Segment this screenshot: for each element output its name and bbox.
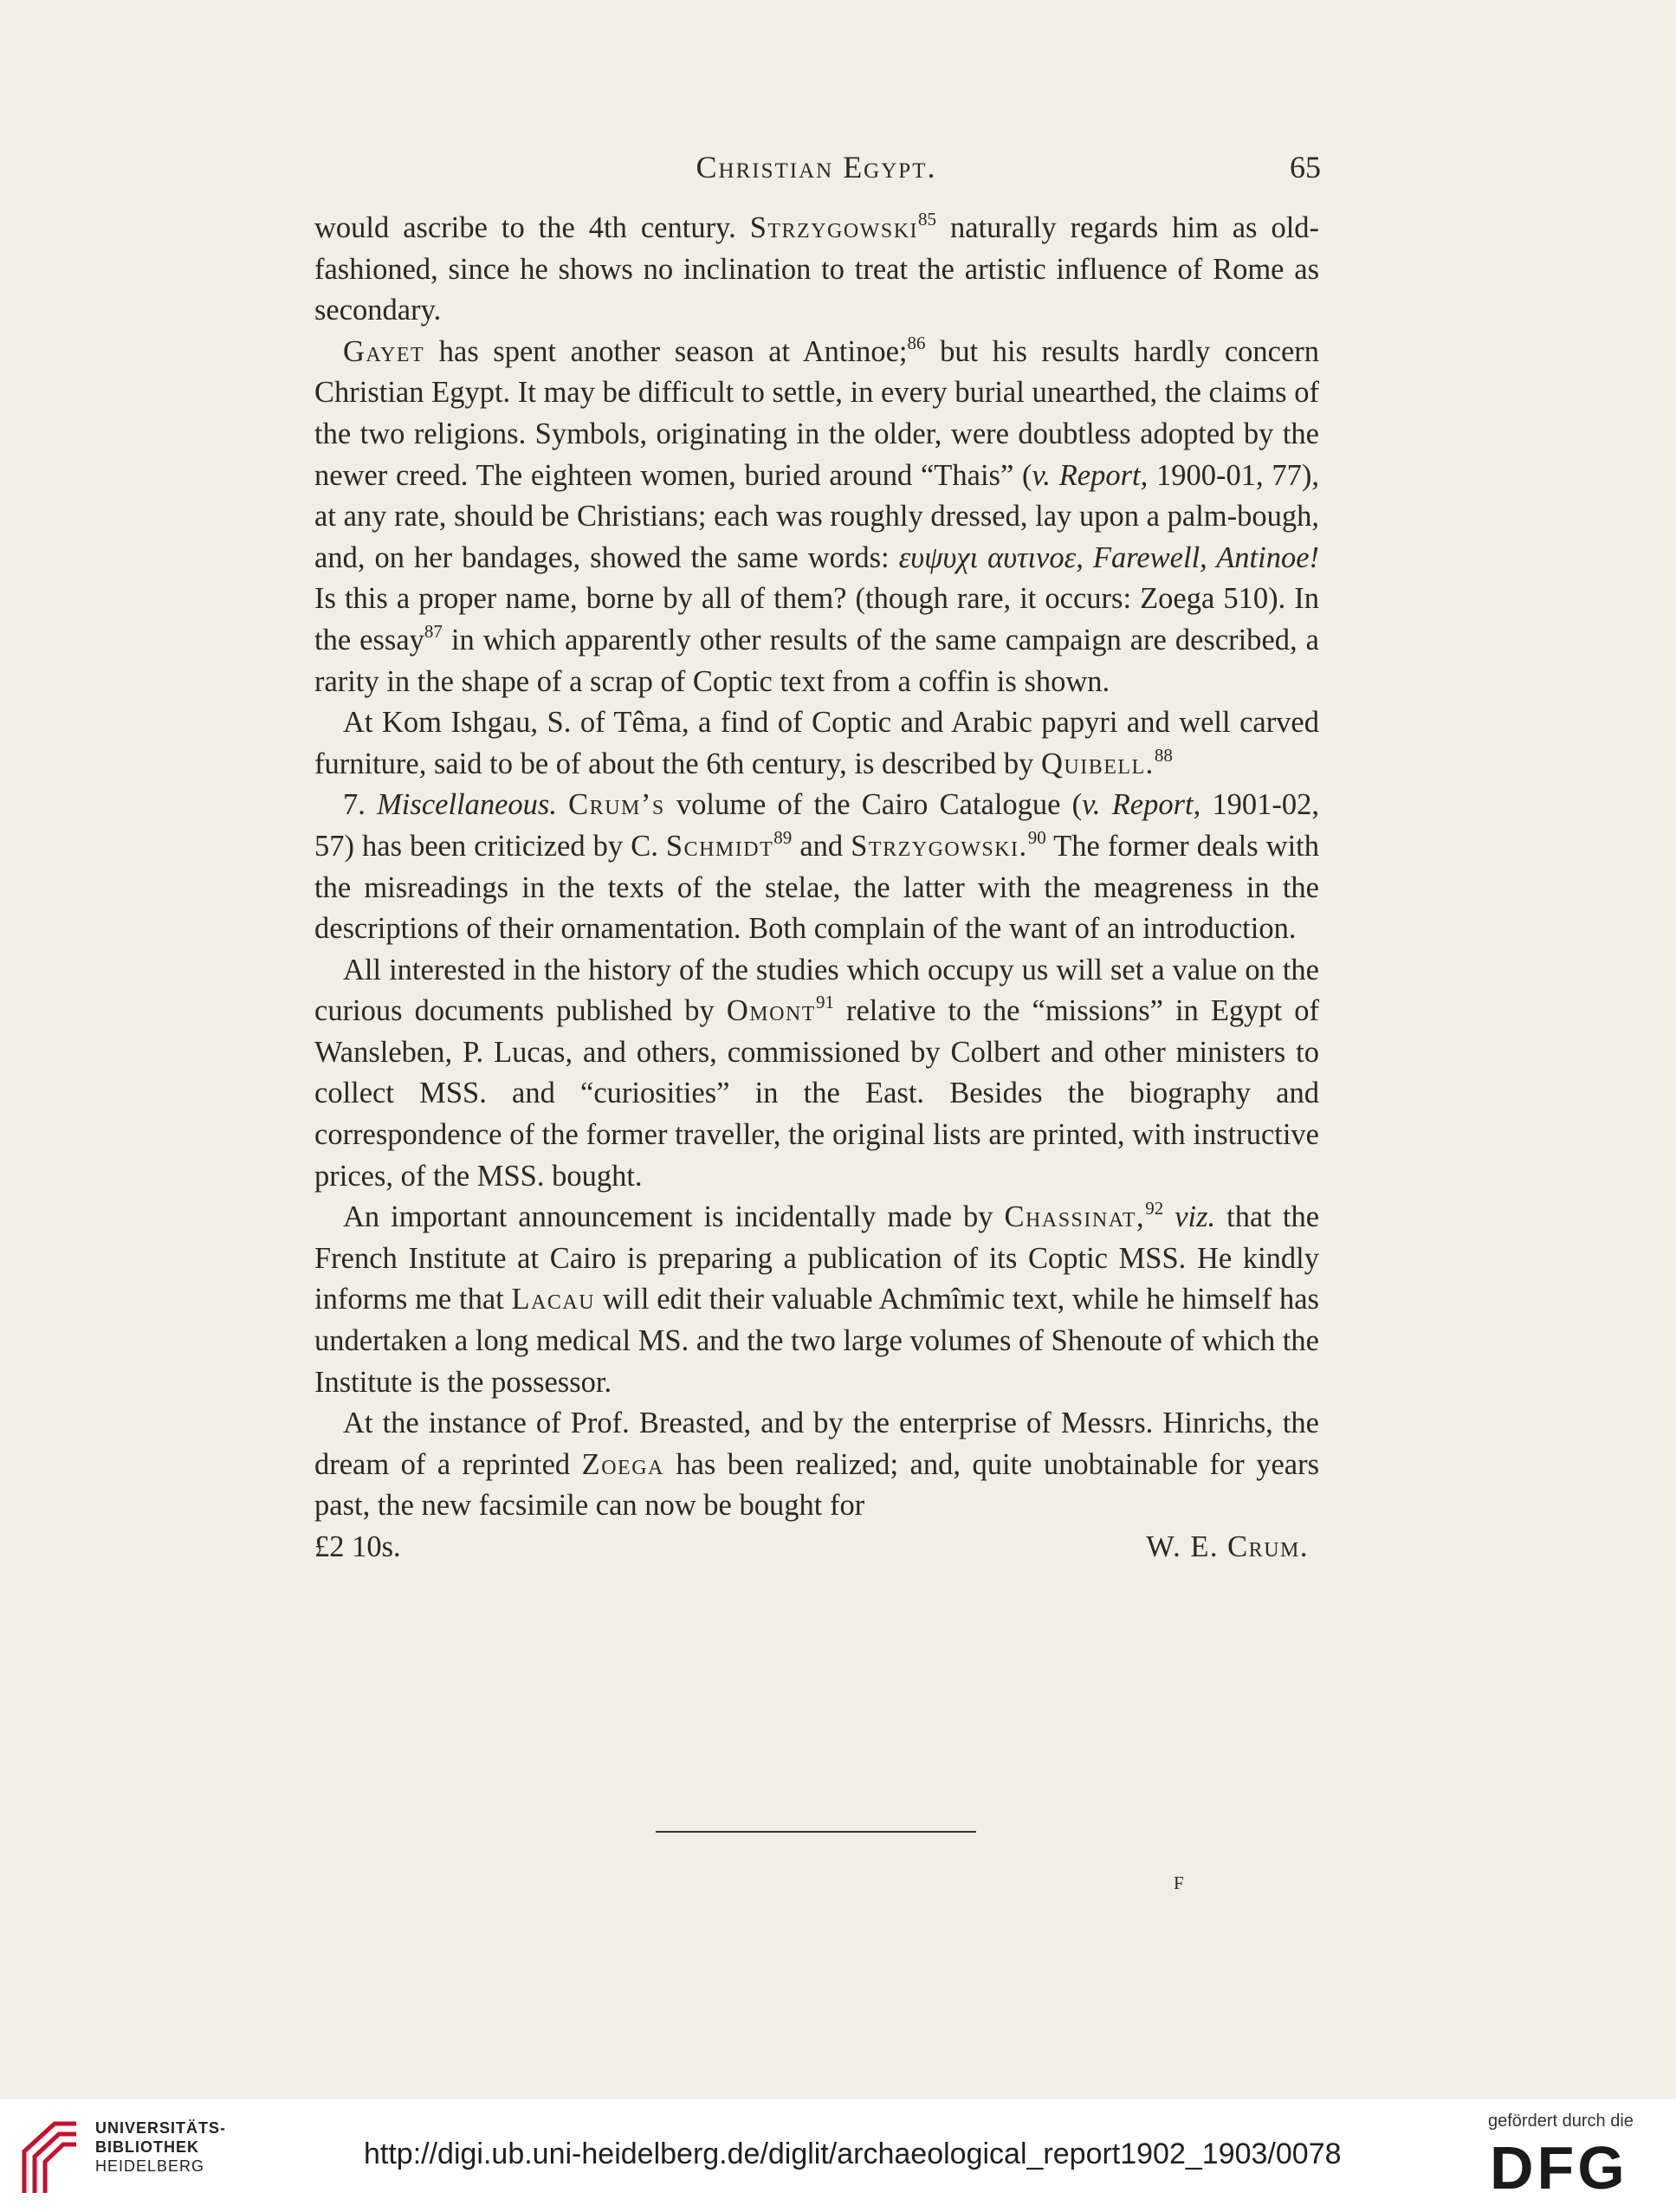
funding-caption: gefördert durch die [1488, 2112, 1634, 2131]
source-url[interactable]: http://digi.ub.uni-heidelberg.de/diglit/archaeological_report1902_1903/0078 [364, 2138, 1342, 2170]
paragraph-6: An important announcement is incidentally made by Chassinat,$^{92}$ viz. that the French Institute at Cairo is preparing a publication of its Coptic MSS. He kindly informs me that Lacau will edit their valuable Achmîmic text, while he himself has undertaken a long medical MS. and the two large volumes of Shenoute of which the Institute is the possessor. [314, 1198, 1320, 1399]
running-head [312, 149, 1321, 187]
running-head-title: Christian Egypt. [696, 150, 937, 184]
paragraph-7: At the instance of Prof. Breasted, and by the enterprise of Messrs. Hinrichs, the dream of a reprinted Zoega has been realized; and, quite unobtainable for years past, the new facsimile can now be bought for [314, 1407, 1320, 1523]
section-rule [656, 1831, 976, 1833]
paragraph-2: Gayet has spent another season at Antinoe;$^{86}$ but his results hardly concern Christian Egypt. It may be difficult to settle, in every burial unearthed, the claims of the two religions. Symbols, originating in the older, were doubtless adopted by the newer creed. The eighteen women, buried around “Thais” (v. Report, 1900-01, 77), at any rate, should be Christians; each was roughly dressed, lay upon a palm-bough, and, on her bandages, showed the same words: ευψυχι αυτινοε, Farewell, Antinoe! Is this a proper name, borne by all of them? (though rare, it occurs: Zoega 510). In the essay$^{87}$ in which apparently other results of the same campaign are described, a rarity in the shape of a scrap of Coptic text from a coffin is shown. [314, 332, 1320, 698]
author-signature: W. E. Crum. [1146, 1530, 1309, 1563]
body-text [314, 208, 1319, 1568]
dfg-logo: DFG [1490, 2134, 1628, 2202]
library-name: UNIVERSITÄTS- BIBLIOTHEK HEIDELBERG [95, 2119, 227, 2175]
paragraph-4: 7. Miscellaneous. Crum’s volume of the Cairo Catalogue (v. Report, 1901-02, 57) has been criticized by C. Schmidt$^{89}$ and Strzygowski.$^{90}$ The former deals with the misreadings in the texts of the stelae, the latter with the meagreness in the descriptions of their ornamentation. Both complain of the want of an introduction. [314, 788, 1320, 946]
library-logo-icon [16, 2117, 85, 2195]
price: £2 10s. [314, 1530, 401, 1563]
paragraph-3: At Kom Ishgau, S. of Têma, a find of Coptic and Arabic papyri and well carved furniture, said to be of about the 6th century, is described by Quibell.$^{88}$ [314, 706, 1319, 780]
signature-mark: F [1174, 1872, 1184, 1893]
paragraph-1: would ascribe to the 4th century. Strzygowski$^{85}$ naturally regards him as old-fashioned, since he shows no inclination to treat the artistic influence of Rome as secondary. [314, 209, 1320, 327]
footer-bar [0, 2099, 1676, 2212]
paragraph-5: All interested in the history of the studies which occupy us will set a value on the curious documents published by Omont$^{91}$ relative to the “missions” in Egypt of Wansleben, P. Lucas, and others, commissioned by Colbert and other ministers to collect MSS. and “curiosities” in the East. Besides the biography and correspondence of the former traveller, the original lists are printed, with instructive prices, of the MSS. bought. [314, 953, 1320, 1193]
closing-line [314, 1527, 1319, 1568]
page-number: 65 [1290, 150, 1321, 184]
